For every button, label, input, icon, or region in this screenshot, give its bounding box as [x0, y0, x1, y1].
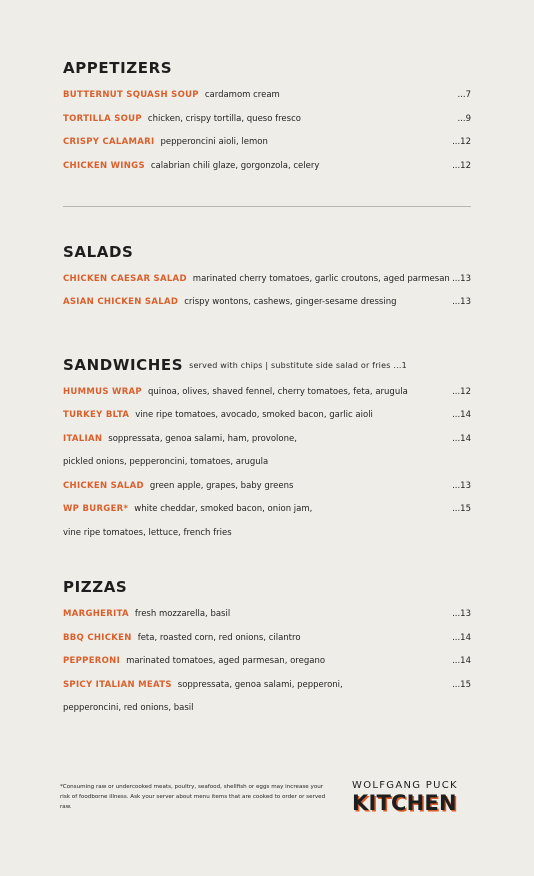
item-description-continued: pepperoncini, red onions, basil [63, 703, 194, 713]
section-heading: PIZZAS [63, 578, 128, 596]
item-description: fresh mozzarella, basil [134, 609, 231, 619]
item-price: ...12 [452, 161, 471, 171]
item-description: soppressata, genoa salami, ham, provolone, [108, 434, 297, 444]
menu-item [63, 608, 471, 620]
item-description: crispy wontons, cashews, ginger-sesame dressing [184, 297, 397, 307]
item-name: MARGHERITA [63, 609, 129, 619]
wolfgang-puck-kitchen-logo [352, 780, 472, 814]
logo-top-text: WOLFGANG PUCK [352, 780, 458, 791]
item-price: ...14 [452, 434, 471, 444]
item-price: ...13 [452, 297, 471, 307]
menu-item [63, 655, 471, 667]
item-name: BUTTERNUT SQUASH SOUP [63, 90, 199, 100]
item-name: CHICKEN CAESAR SALAD [63, 274, 187, 284]
item-description: vine ripe tomatoes, avocado, smoked bacon, garlic aioli [135, 410, 373, 420]
item-name: TURKEY BLTA [63, 410, 130, 420]
item-description-continued: vine ripe tomatoes, lettuce, french fries [63, 528, 232, 538]
item-price: ...9 [457, 114, 471, 124]
menu-item [63, 409, 471, 421]
menu-item [63, 89, 471, 101]
logo-main-text: KITCHEN [352, 791, 457, 815]
menu-item [63, 136, 471, 148]
food-safety-disclaimer: *Consuming raw or undercooked meats, poultry, seafood, shellfish or eggs may increase your risk of foodborne illness. Ask your server about menu items that are cooked to order or served raw. [60, 784, 326, 810]
item-name: HUMMUS WRAP [63, 387, 142, 397]
sandwiches-section [63, 356, 471, 375]
pizzas-section [63, 578, 471, 596]
menu-item [63, 160, 471, 172]
item-description: green apple, grapes, baby greens [149, 481, 294, 491]
item-description-continued: pickled onions, pepperoncini, tomatoes, arugula [63, 457, 269, 467]
item-description: pepperoncini aioli, lemon [160, 137, 268, 147]
item-price: ...15 [452, 504, 471, 514]
section-heading: APPETIZERS [63, 59, 173, 77]
item-description: soppressata, genoa salami, pepperoni, [177, 680, 343, 690]
section-title: SANDWICHES [63, 356, 184, 374]
menu-item [63, 386, 471, 398]
item-name: CHICKEN SALAD [63, 481, 144, 491]
item-price: ...7 [457, 90, 471, 100]
section-heading: SALADS [63, 243, 134, 261]
item-name: ITALIAN [63, 434, 103, 444]
item-name: PEPPERONI [63, 656, 121, 666]
item-name: SPICY ITALIAN MEATS [63, 680, 172, 690]
item-description: marinated tomatoes, aged parmesan, oregano [126, 656, 326, 666]
menu-item [63, 273, 471, 285]
section-heading [63, 356, 471, 375]
item-price: ...15 [452, 680, 471, 690]
menu-item [63, 632, 471, 644]
item-description: chicken, crispy tortilla, queso fresco [147, 114, 301, 124]
item-price: ...13 [452, 609, 471, 619]
menu-item [63, 679, 471, 691]
item-price: ...14 [452, 633, 471, 643]
section-divider [63, 206, 471, 207]
item-description: calabrian chili glaze, gorgonzola, celery [150, 161, 320, 171]
salads-section [63, 243, 471, 261]
item-price: ...13 [452, 274, 471, 284]
item-name: ASIAN CHICKEN SALAD [63, 297, 179, 307]
menu-item [63, 480, 471, 492]
menu-item [63, 433, 471, 445]
item-price: ...14 [452, 656, 471, 666]
item-price: ...12 [452, 137, 471, 147]
section-note: served with chips | substitute side salad or fries ...1 [189, 361, 407, 370]
item-price: ...12 [452, 387, 471, 397]
menu-item [63, 113, 471, 125]
item-name: TORTILLA SOUP [63, 114, 142, 124]
item-price: ...14 [452, 410, 471, 420]
item-description: quinoa, olives, shaved fennel, cherry tomatoes, feta, arugula [147, 387, 408, 397]
item-description: feta, roasted corn, red onions, cilantro [137, 633, 301, 643]
item-description: cardamom cream [204, 90, 280, 100]
item-price: ...13 [452, 481, 471, 491]
item-name: CHICKEN WINGS [63, 161, 145, 171]
item-description: marinated cherry tomatoes, garlic croutons, aged parmesan [192, 274, 450, 284]
item-name: WP BURGER* [63, 504, 129, 514]
item-name: CRISPY CALAMARI [63, 137, 155, 147]
menu-item [63, 503, 471, 515]
appetizers-section [63, 59, 471, 77]
item-description: white cheddar, smoked bacon, onion jam, [134, 504, 313, 514]
menu-item [63, 296, 471, 308]
item-name: BBQ CHICKEN [63, 633, 132, 643]
